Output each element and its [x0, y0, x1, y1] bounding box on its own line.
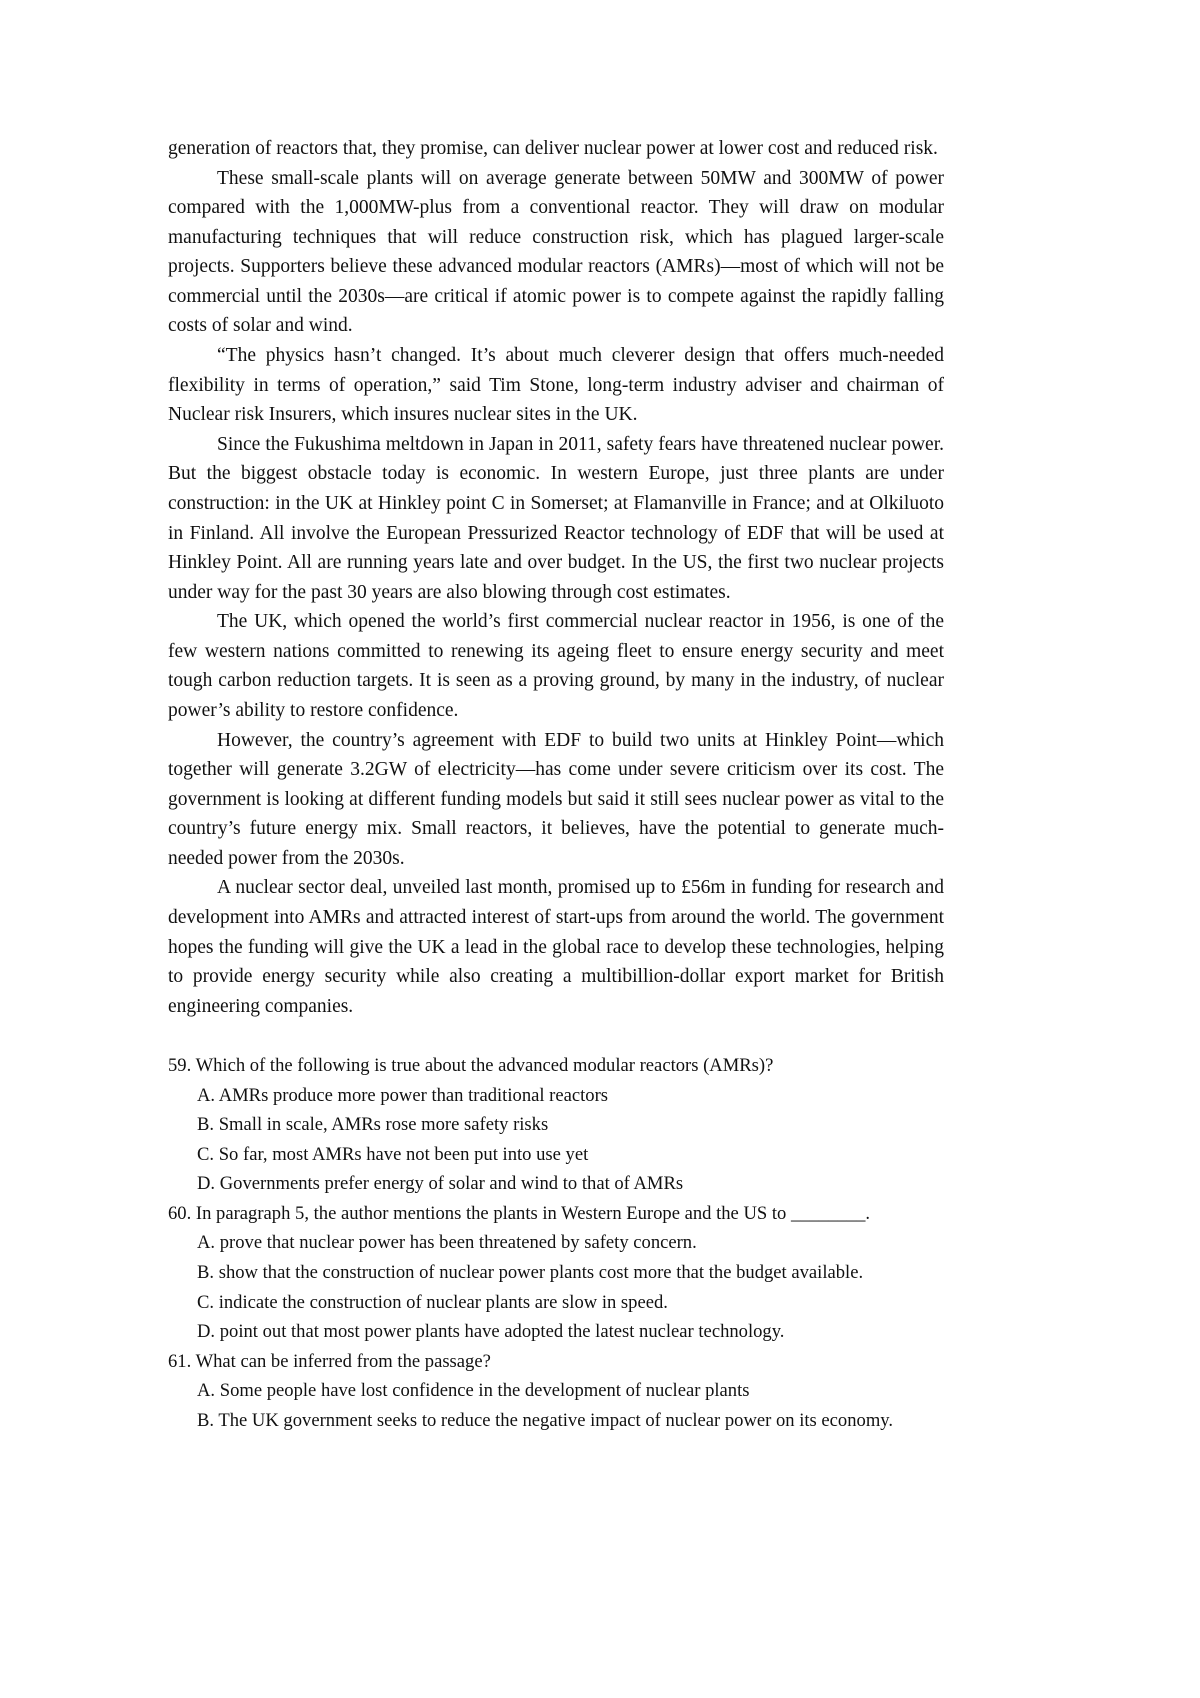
question-60 [168, 1199, 944, 1347]
option-a [168, 1376, 944, 1406]
question-text: In paragraph 5, the author mentions the plants in Western Europe and the US to ________. [195, 1202, 871, 1224]
option-letter: B. [197, 1261, 215, 1283]
option-c [168, 1288, 944, 1318]
question-list [168, 1051, 944, 1436]
passage-paragraph: “The physics hasn’t changed. It’s about much cleverer design that offers much-needed flexibility in terms of operation,” said Tim Stone, long-term industry adviser and chairman of Nuclear risk Insurers, which insures nuclear sites in the UK. [168, 345, 944, 426]
option-text: Governments prefer energy of solar and wind to that of AMRs [219, 1173, 684, 1195]
option-b [168, 1110, 944, 1140]
option-text: prove that nuclear power has been threatened by safety concern. [219, 1232, 697, 1254]
question-text: Which of the following is true about the advanced modular reactors (AMRs)? [195, 1054, 774, 1076]
option-letter: D. [197, 1321, 216, 1343]
option-a [168, 1228, 944, 1258]
option-letter: C. [197, 1143, 215, 1165]
question-61 [168, 1347, 944, 1436]
question-text: What can be inferred from the passage? [195, 1350, 491, 1372]
option-text: AMRs produce more power than traditional reactors [218, 1084, 609, 1106]
question-stem [168, 1347, 944, 1377]
option-b [168, 1406, 944, 1436]
option-a [168, 1081, 944, 1111]
option-text: Some people have lost confidence in the development of nuclear plants [219, 1380, 750, 1402]
option-text: Small in scale, AMRs rose more safety risks [218, 1114, 549, 1136]
question-number: 60. [168, 1202, 192, 1224]
option-text: point out that most power plants have adopted the latest nuclear technology. [219, 1321, 785, 1343]
option-text: The UK government seeks to reduce the negative impact of nuclear power on its economy. [218, 1409, 894, 1431]
question-number: 59. [168, 1054, 192, 1076]
option-letter: B. [197, 1114, 215, 1136]
option-text: indicate the construction of nuclear plants are slow in speed. [218, 1291, 668, 1313]
passage-paragraph: However, the country’s agreement with EDF to build two units at Hinkley Point—which together will generate 3.2GW of electricity—has come under severe criticism over its cost. The government is looking at different funding models but said it still sees nuclear power as vital to the country’s future energy mix. Small reactors, it believes, have the potential to generate much-needed power from the 2030s. [168, 729, 944, 869]
question-stem [168, 1051, 944, 1081]
option-letter: B. [197, 1409, 215, 1431]
passage-paragraph: A nuclear sector deal, unveiled last month, promised up to £56m in funding for research and development into AMRs and attracted interest of start-ups from around the world. The government hopes the funding will give the UK a lead in the global race to develop these technologies, helping to provide energy security while also creating a multibillion-dollar export market for British engineering companies. [168, 877, 944, 1017]
passage-paragraph: These small-scale plants will on average generate between 50MW and 300MW of power compared with the 1,000MW-plus from a conventional reactor. They will draw on modular manufacturing techniques that will reduce construction risk, which has plagued larger-scale projects. Supporters believe these advanced modular reactors (AMRs)—most of which will not be commercial until the 2030s—are critical if atomic power is to compete against the rapidly falling costs of solar and wind. [168, 167, 944, 337]
option-letter: A. [197, 1380, 216, 1402]
passage-paragraph-continued: generation of reactors that, they promise, can deliver nuclear power at lower cost and reduced risk. [168, 138, 938, 159]
reading-passage [168, 134, 944, 1021]
option-text: So far, most AMRs have not been put into use yet [218, 1143, 589, 1165]
question-number: 61. [168, 1350, 192, 1372]
exam-page [168, 134, 944, 1435]
passage-paragraph: Since the Fukushima meltdown in Japan in 2011, safety fears have threatened nuclear power. But the biggest obstacle today is economic. In western Europe, just three plants are under construction: in the UK at Hinkley point C in Somerset; at Flamanville in France; and at Olkiluoto in Finland. All involve the European Pressurized Reactor technology of EDF that will be used at Hinkley Point. All are running years late and over budget. In the US, the first two nuclear projects under way for the past 30 years are also blowing through cost estimates. [168, 433, 944, 603]
option-b [168, 1258, 944, 1288]
option-c [168, 1140, 944, 1170]
question-stem [168, 1199, 944, 1229]
question-59 [168, 1051, 944, 1199]
option-letter: C. [197, 1291, 215, 1313]
passage-paragraph: The UK, which opened the world’s first commercial nuclear reactor in 1956, is one of the few western nations committed to renewing its ageing fleet to ensure energy security and meet tough carbon reduction targets. It is seen as a proving ground, by many in the industry, of nuclear power’s ability to restore confidence. [168, 611, 944, 721]
option-letter: A. [197, 1084, 216, 1106]
option-d [168, 1317, 944, 1347]
option-letter: D. [197, 1173, 216, 1195]
option-text: show that the construction of nuclear power plants cost more that the budget available. [218, 1261, 864, 1283]
option-d [168, 1169, 944, 1199]
option-letter: A. [197, 1232, 216, 1254]
